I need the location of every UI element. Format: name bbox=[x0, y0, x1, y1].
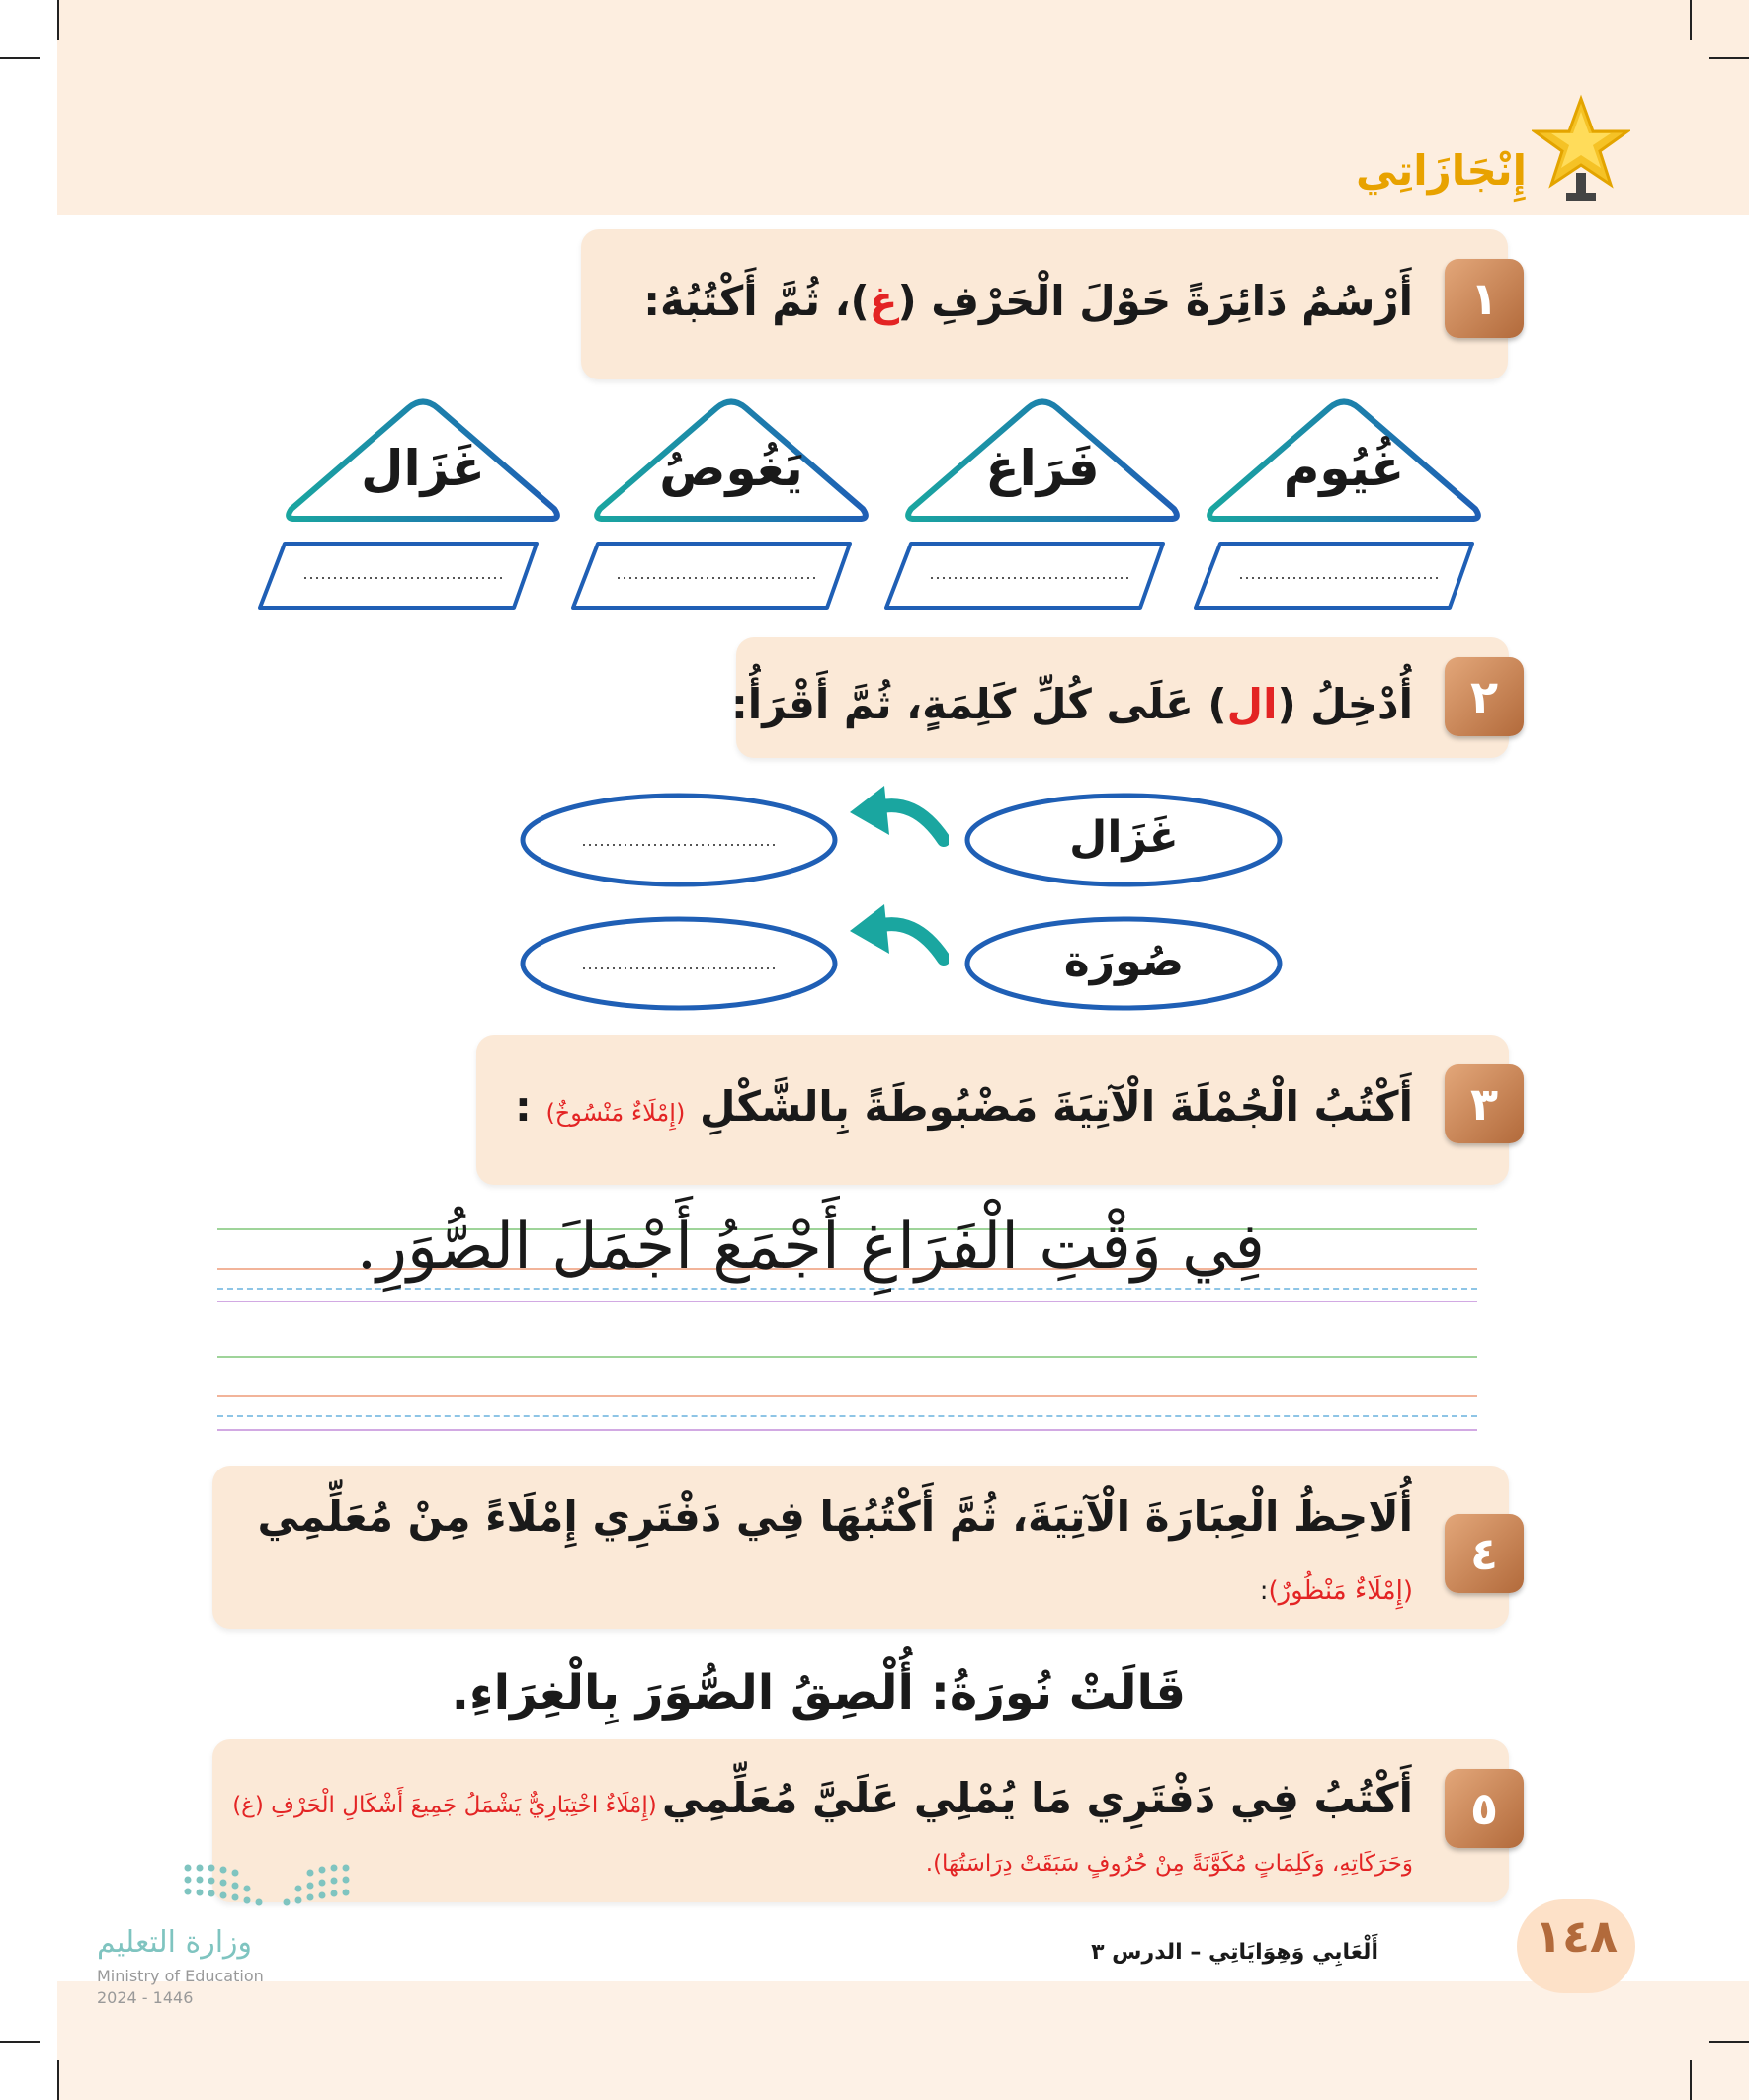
ministry-logo-dots-icon bbox=[178, 1858, 356, 1912]
question-2-text: أُدْخِلُ (ال) عَلَى كُلِّ كَلِمَةٍ، ثُمَّ أَقْرَأُ: bbox=[731, 680, 1413, 728]
question-5-note: (إِمْلَاءٌ اخْتِبَارِيٌّ يَشْمَلُ جَمِيعَ أَشْكَالِ الْحَرْفِ (غ) bbox=[232, 1793, 657, 1818]
answer-oval[interactable] bbox=[519, 791, 840, 889]
page-title: إِنْجَازَاتِي bbox=[1355, 146, 1527, 195]
question-1-number: ١ bbox=[1445, 259, 1524, 338]
answer-oval[interactable] bbox=[519, 914, 840, 1013]
question-4-text: أُلَاحِظُ الْعِبَارَةَ الْآتِيَةَ، ثُمَّ أَكْتُبُهَا فِي دَفْتَرِي إِمْلَاءً مِنْ مُعَلِّمِي bbox=[257, 1492, 1413, 1541]
question-5-line-1 bbox=[232, 1774, 1413, 1822]
writing-line[interactable] bbox=[217, 1429, 1477, 1431]
question-1-letter: غ bbox=[869, 277, 898, 325]
word-card bbox=[899, 390, 1186, 529]
question-3-note: (إِمْلَاءٌ مَنْسُوخٌ) bbox=[545, 1099, 686, 1127]
question-5-text: أَكْتُبُ فِي دَفْتَرِي مَا يُمْلِي عَلَيَّ مُعَلِّمِي bbox=[661, 1774, 1413, 1822]
footer-band bbox=[57, 1981, 1749, 2100]
arrow-icon bbox=[845, 899, 949, 968]
answer-box[interactable] bbox=[255, 539, 541, 613]
crop-mark bbox=[57, 0, 59, 40]
crop-mark bbox=[0, 2041, 40, 2043]
word-text: غُيُوم bbox=[1283, 440, 1405, 497]
question-5-number: ٥ bbox=[1445, 1769, 1524, 1848]
arrow-icon bbox=[845, 781, 949, 850]
word-card bbox=[1201, 390, 1487, 529]
crop-mark bbox=[0, 57, 40, 59]
page-number: ١٤٨ bbox=[1534, 1909, 1619, 1963]
crop-mark bbox=[1709, 57, 1749, 59]
dictation-phrase: قَالَتْ نُورَةُ: أُلْصِقُ الصُّوَرَ بِالْغِرَاءِ. bbox=[451, 1665, 1186, 1721]
word-text: غَزَال bbox=[361, 440, 485, 497]
crop-mark bbox=[1709, 2041, 1749, 2043]
star-trophy-icon bbox=[1532, 94, 1630, 212]
word-text: صُورَة bbox=[1063, 936, 1185, 986]
answer-box[interactable] bbox=[881, 539, 1168, 613]
question-4-note: (إِمْلَاءٌ مَنْظُورٌ) bbox=[1268, 1576, 1413, 1606]
edition-year: 2024 - 1446 bbox=[97, 1988, 194, 2007]
question-4-number: ٤ bbox=[1445, 1514, 1524, 1593]
question-1-text: أَرْسُمُ دَائِرَةً حَوْلَ الْحَرْفِ (غ)، ثُمَّ أَكْتُبُهُ: bbox=[643, 277, 1413, 325]
word-text: غَزَال bbox=[1069, 812, 1179, 863]
lesson-title: أَلْعَابِي وَهِوَايَاتِي – الدرس ٣ bbox=[1091, 1940, 1378, 1965]
word-card bbox=[280, 390, 566, 529]
crop-mark bbox=[57, 2060, 59, 2100]
model-sentence: فِي وَقْتِ الْفَرَاغِ أَجْمَعُ أَجْمَلَ الصُّوَرِ. bbox=[356, 1211, 1265, 1284]
word-oval bbox=[963, 791, 1285, 889]
ministry-name-english: Ministry of Education bbox=[97, 1967, 264, 1985]
word-card bbox=[588, 390, 874, 529]
ministry-name-arabic: وزارة التعليم bbox=[97, 1925, 253, 1960]
crop-mark bbox=[1690, 0, 1692, 40]
answer-box[interactable] bbox=[1191, 539, 1477, 613]
question-3-text: أَكْتُبُ الْجُمْلَةَ الْآتِيَةَ مَضْبُوطَةً بِالشَّكْلِ (إِمْلَاءٌ مَنْسُوخٌ) : bbox=[515, 1082, 1413, 1131]
writing-line[interactable] bbox=[217, 1356, 1477, 1358]
writing-line[interactable] bbox=[217, 1415, 1477, 1417]
question-3-number: ٣ bbox=[1445, 1064, 1524, 1143]
word-text: فَرَاغ bbox=[985, 440, 1100, 497]
question-2-al: ال bbox=[1226, 680, 1278, 728]
question-2-number: ٢ bbox=[1445, 657, 1524, 736]
question-5-note-2: وَحَرَكَاتِهِ، وَكَلِمَاتٍ مُكَوَّنَةً مِنْ حُرُوفٍ سَبَقَتْ دِرَاسَتُهَا). bbox=[925, 1851, 1413, 1877]
question-4-note-line: (إِمْلَاءٌ مَنْظُورٌ): bbox=[1259, 1576, 1413, 1606]
writing-line bbox=[217, 1288, 1477, 1290]
crop-mark bbox=[1690, 2060, 1692, 2100]
writing-line bbox=[217, 1301, 1477, 1302]
word-text: يَغُوصُ bbox=[659, 440, 803, 497]
word-oval bbox=[963, 914, 1285, 1013]
writing-line[interactable] bbox=[217, 1395, 1477, 1397]
answer-box[interactable] bbox=[568, 539, 855, 613]
